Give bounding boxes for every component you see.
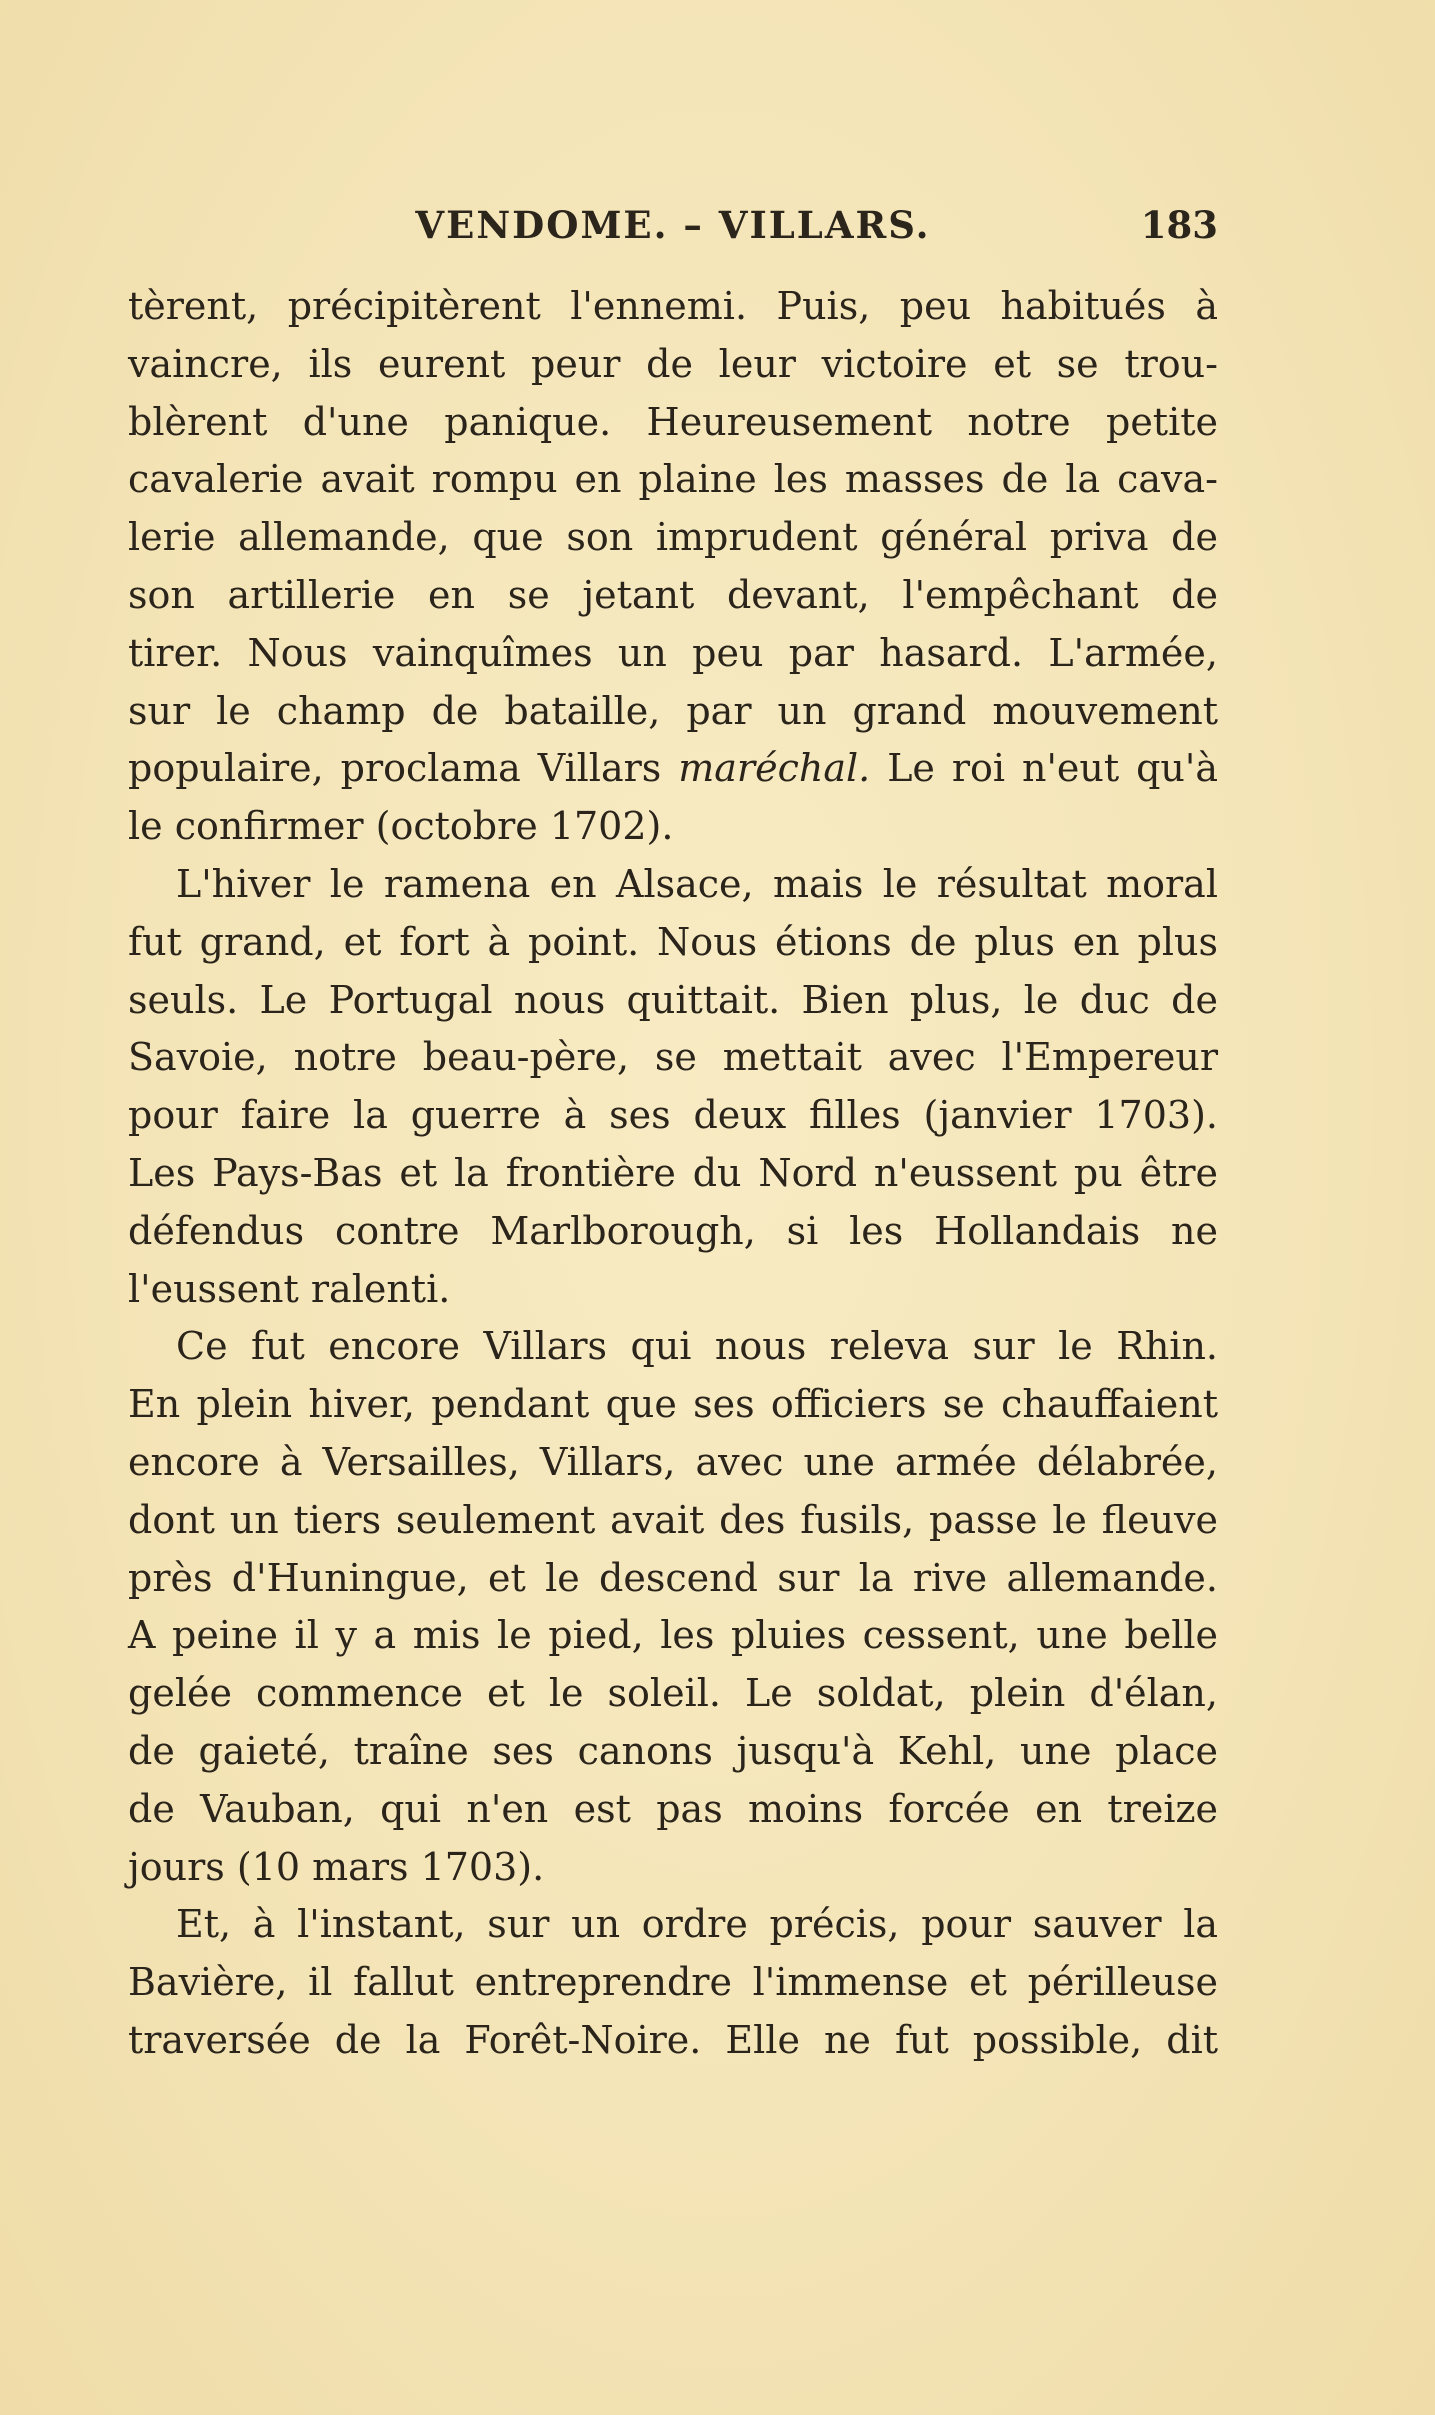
running-head: VENDOME. – VILLARS. <box>415 203 931 247</box>
body-text <box>128 278 1218 2070</box>
text-line: lerie allemande, que son imprudent général priva de <box>128 515 1218 560</box>
text-line: son artillerie en se jetant devant, l'empêchant de <box>128 572 1218 617</box>
text-line <box>128 740 1218 798</box>
text-line: défendus contre Marlborough, si les Hollandais ne <box>128 1208 1218 1253</box>
text-segment: populaire, proclama Villars <box>128 746 662 791</box>
text-line: de Vauban, qui n'en est pas moins forcée en treize <box>128 1786 1218 1831</box>
text-line: pour faire la guerre à ses deux filles (janvier 1703). <box>128 1093 1218 1138</box>
text-line: vaincre, ils eurent peur de leur victoire et se trou- <box>128 341 1218 386</box>
text-line: A peine il y a mis le pied, les pluies cessent, une belle <box>128 1613 1218 1658</box>
text-line: gelée commence et le soleil. Le soldat, plein d'élan, <box>128 1671 1218 1716</box>
text-line: Ce fut encore Villars qui nous releva sur le Rhin. <box>176 1324 1218 1369</box>
text-line: l'eussent ralenti. <box>128 1266 451 1311</box>
text-line: encore à Versailles, Villars, avec une armée délabrée, <box>128 1439 1218 1484</box>
text-line: Les Pays-Bas et la frontière du Nord n'eussent pu être <box>128 1150 1218 1195</box>
text-line: En plein hiver, pendant que ses officiers se chauffaient <box>128 1382 1218 1427</box>
text-line: de gaieté, traîne ses canons jusqu'à Kehl, une place <box>128 1728 1218 1773</box>
text-line: jours (10 mars 1703). <box>128 1844 545 1889</box>
text-line: tirer. Nous vainquîmes un peu par hasard. L'armée, <box>128 630 1218 675</box>
text-line: dont un tiers seulement avait des fusils, passe le fleuve <box>128 1497 1218 1542</box>
text-line: blèrent d'une panique. Heureusement notre petite <box>128 399 1218 444</box>
text-line: L'hiver le ramena en Alsace, mais le résultat moral <box>176 861 1218 906</box>
page-number: 183 <box>1140 203 1218 247</box>
text-line: tèrent, précipitèrent l'ennemi. Puis, peu habitués à <box>128 284 1218 328</box>
text-line: fut grand, et fort à point. Nous étions de plus en plus <box>128 919 1218 964</box>
text-line: Savoie, notre beau-père, se mettait avec l'Empereur <box>128 1035 1218 1080</box>
text-line: le confirmer (octobre 1702). <box>128 804 674 849</box>
text-line: cavalerie avait rompu en plaine les masses de la cava- <box>128 457 1218 502</box>
page-header <box>128 203 1218 263</box>
text-line: seuls. Le Portugal nous quittait. Bien plus, le duc de <box>128 977 1218 1022</box>
text-line: près d'Huningue, et le descend sur la rive allemande. <box>128 1555 1218 1600</box>
text-line: Et, à l'instant, sur un ordre précis, pour sauver la <box>176 1902 1218 1947</box>
text-segment: Le roi n'eut qu'à <box>887 746 1218 791</box>
italic-word: maréchal. <box>678 746 871 791</box>
text-line: sur le champ de bataille, par un grand mouvement <box>128 688 1218 733</box>
text-line: Bavière, il fallut entreprendre l'immense et périlleuse <box>128 1960 1218 2005</box>
text-line: traversée de la Forêt-Noire. Elle ne fut possible, dit <box>128 2017 1218 2062</box>
